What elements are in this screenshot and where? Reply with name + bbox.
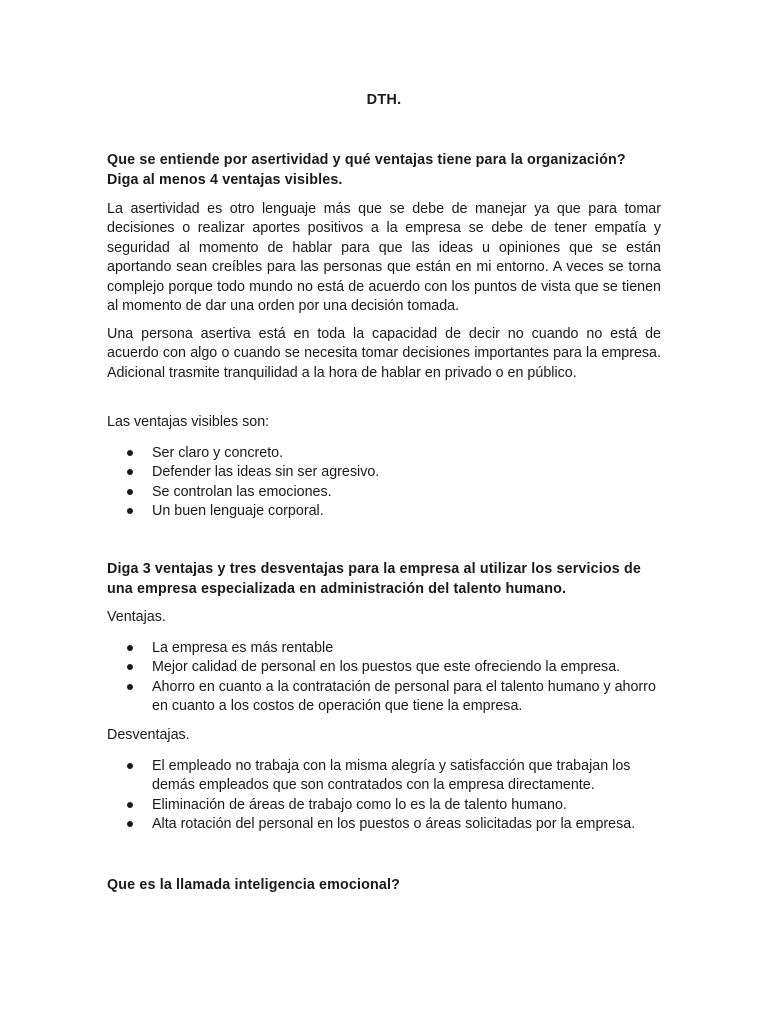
advantages-label: Ventajas. <box>107 609 166 625</box>
bullet-icon <box>127 508 133 514</box>
list-item: Un buen lenguaje corporal. <box>107 502 661 521</box>
bullet-icon <box>127 469 133 475</box>
section1-paragraph-2: Una persona asertiva está en toda la capacidad de decir no cuando no está de acuerdo con algo o cuando se necesita tomar decisiones importantes para la empresa. Adicional trasmite tranquilidad a la hora de hablar en privado o en público. <box>107 326 661 381</box>
bullet-icon <box>127 450 133 456</box>
section3-question: Que es la llamada inteligencia emocional? <box>107 877 400 893</box>
disadvantages-label: Desventajas. <box>107 727 190 743</box>
bullet-icon <box>127 763 133 769</box>
section1-advantages-list <box>107 444 661 521</box>
list-item: Eliminación de áreas de trabajo como lo es la de talento humano. <box>107 796 661 815</box>
list-item: El empleado no trabaja con la misma alegría y satisfacción que trabajan los demás empleados que son contratados con la empresa directamente. <box>107 757 661 796</box>
document-title: DTH. <box>366 92 402 108</box>
list-item: Se controlan las emociones. <box>107 483 661 502</box>
section2-disadvantages-list <box>107 757 661 834</box>
section2-question: Diga 3 ventajas y tres desventajas para la empresa al utilizar los servicios de una empresa especializada en administración del talento humano. <box>107 561 641 597</box>
bullet-icon <box>127 489 133 495</box>
section1-list-label: Las ventajas visibles son: <box>107 414 270 430</box>
bullet-icon <box>127 802 133 808</box>
list-item: Ser claro y concreto. <box>107 444 661 463</box>
bullet-icon <box>127 664 133 670</box>
list-item: La empresa es más rentable <box>107 639 661 658</box>
list-item: Defender las ideas sin ser agresivo. <box>107 463 661 482</box>
section2-advantages-list <box>107 639 661 716</box>
list-item: Ahorro en cuanto a la contratación de personal para el talento humano y ahorro en cuanto a los costos de operación que tiene la empresa. <box>107 678 661 717</box>
list-item: Mejor calidad de personal en los puestos que este ofreciendo la empresa. <box>107 658 661 677</box>
section1-question: Que se entiende por asertividad y qué ventajas tiene para la organización? Diga al menos 4 ventajas visibles. <box>107 152 626 188</box>
bullet-icon <box>127 821 133 827</box>
bullet-icon <box>127 645 133 651</box>
bullet-icon <box>127 684 133 690</box>
list-item: Alta rotación del personal en los puestos o áreas solicitadas por la empresa. <box>107 815 661 834</box>
section1-paragraph-1: La asertividad es otro lenguaje más que se debe de manejar ya que para tomar decisiones o realizar aportes positivos a la empresa se debe de tener empatía y seguridad al momento de hablar para que las ideas u opiniones que se están aportando sean creíbles para las personas que están en mi entorno. A veces se torna complejo porque todo mundo no está de acuerdo con los puntos de vista que se tienen al momento de dar una orden por una decisión tomada. <box>107 201 661 315</box>
